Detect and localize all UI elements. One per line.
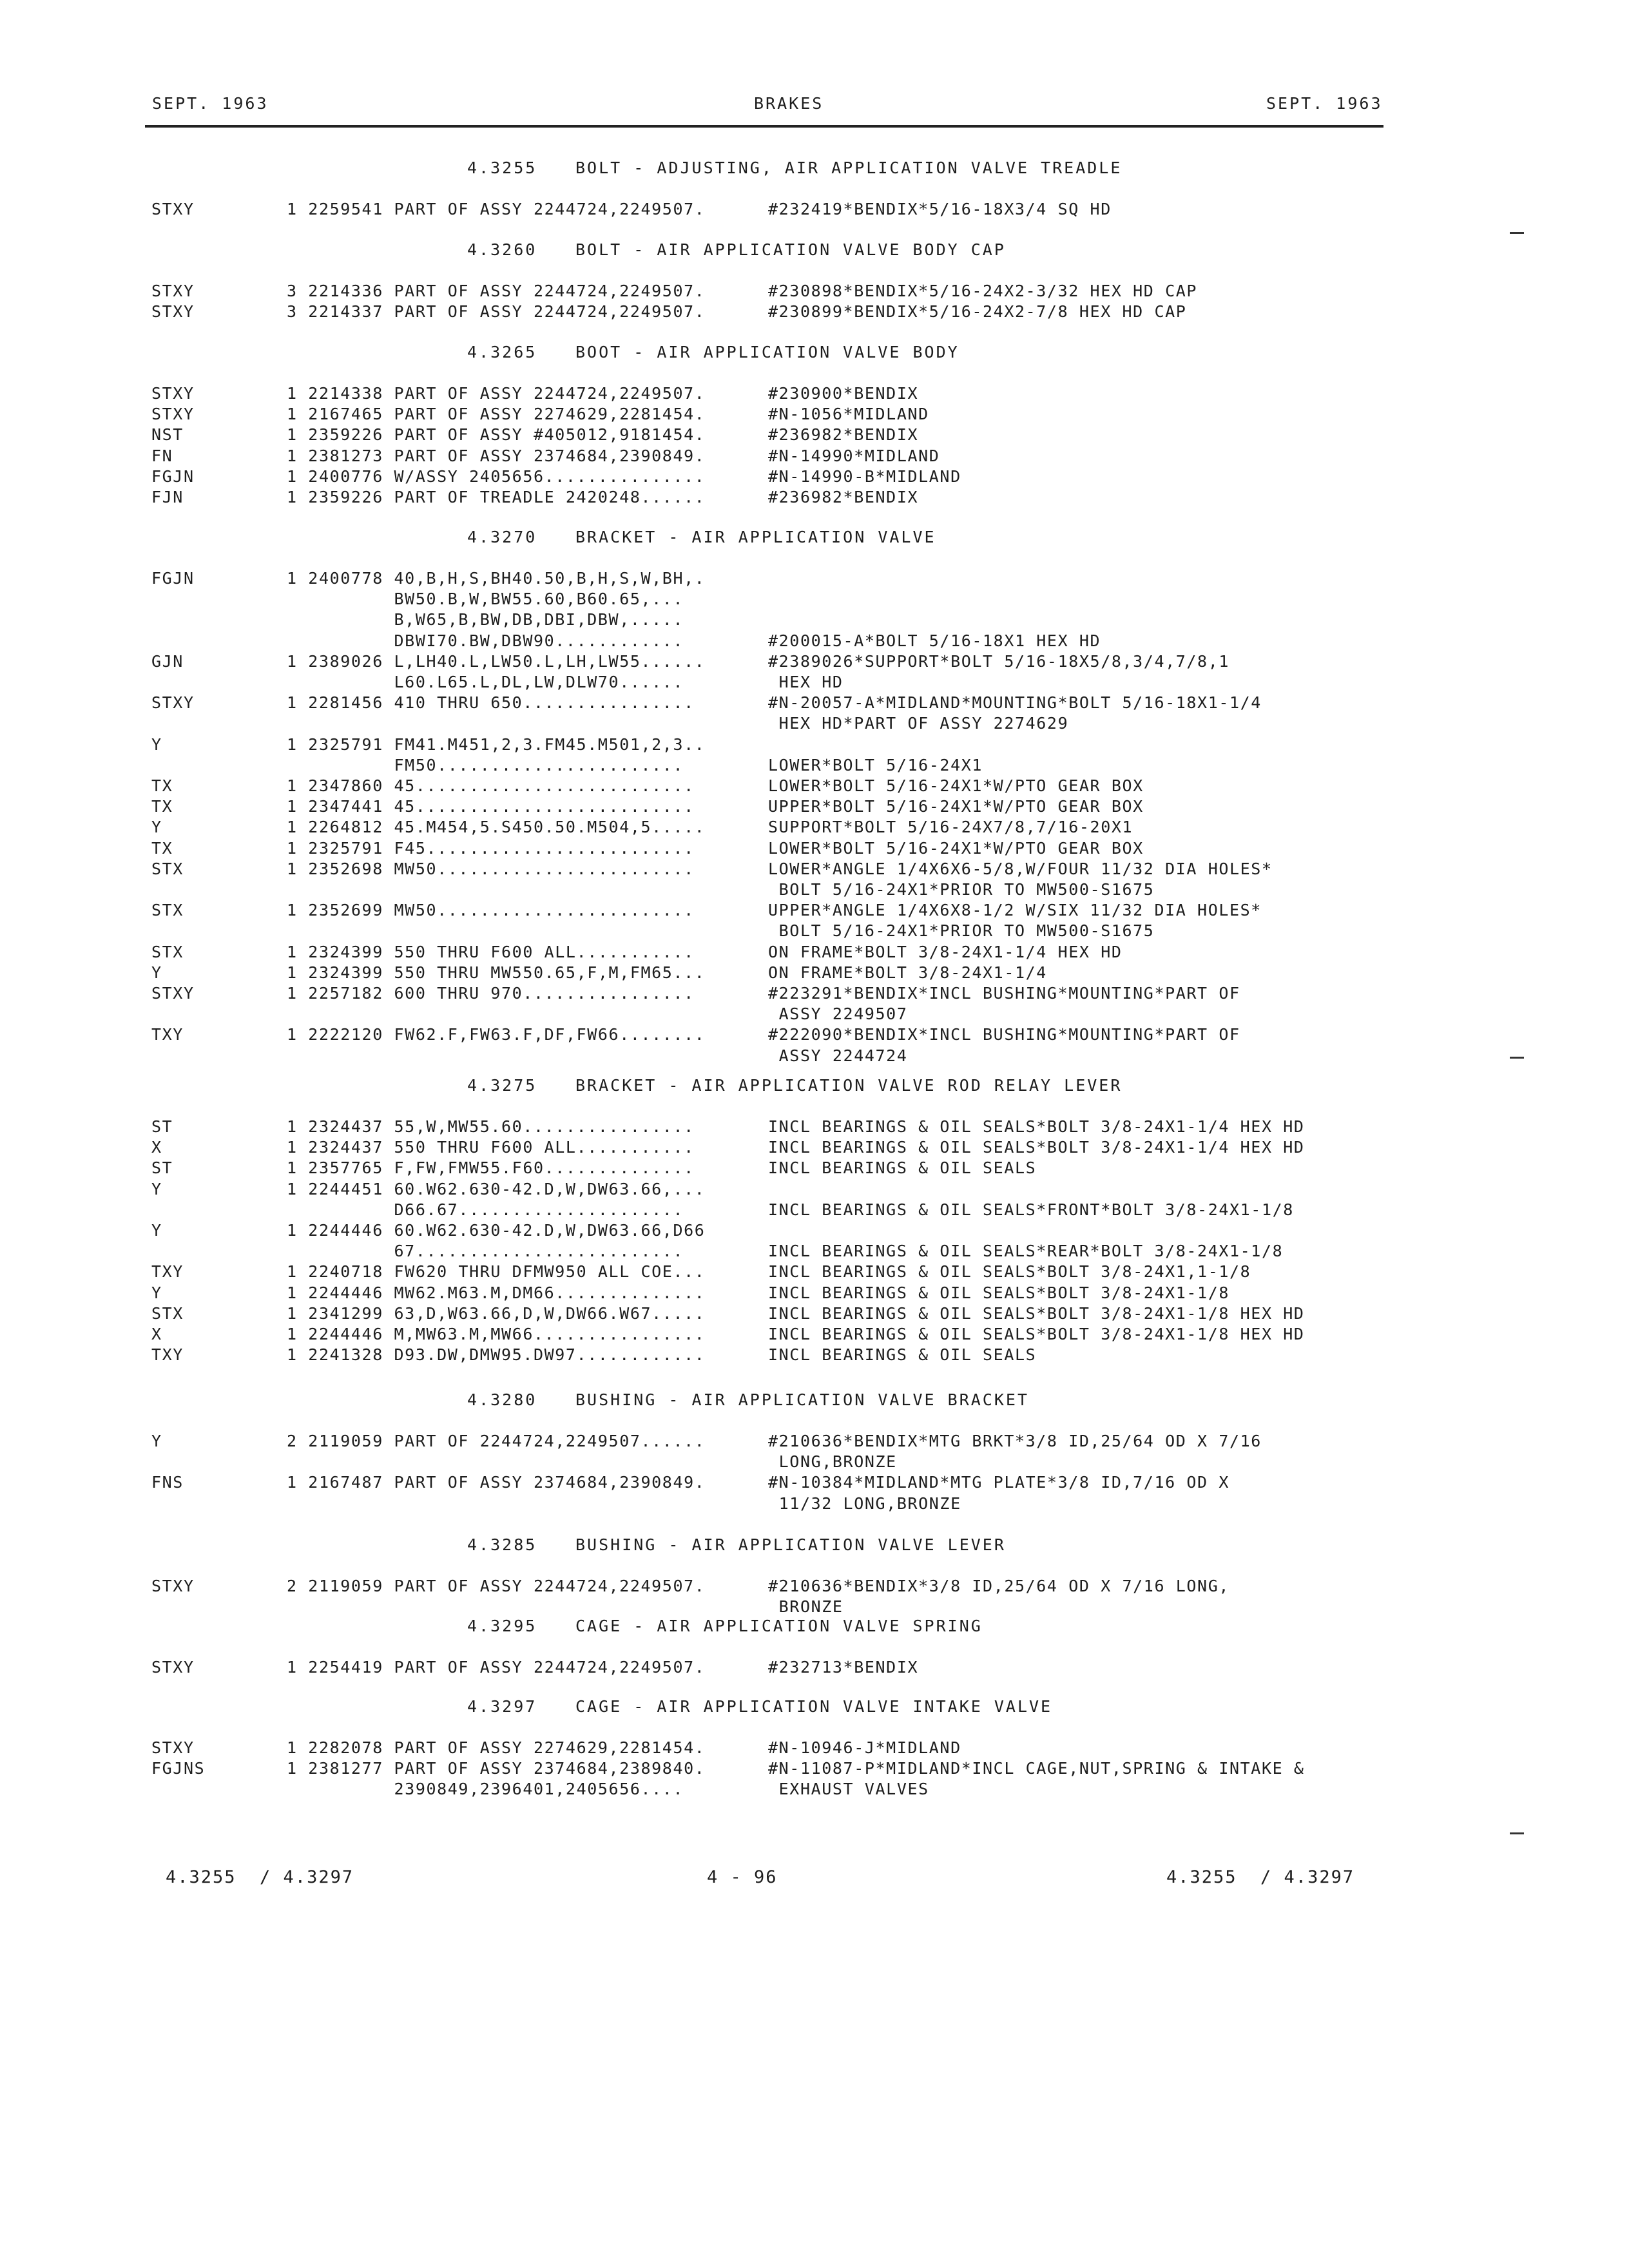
margin-mark — [1510, 1057, 1524, 1059]
model-code: Y — [151, 1180, 162, 1198]
model-code: STXY — [151, 384, 195, 403]
model-code: FNS — [151, 1473, 184, 1492]
section-heading — [467, 1076, 1122, 1095]
part-description: 1 2324437 550 THRU F600 ALL........... — [287, 1138, 695, 1157]
part-remark: SUPPORT*BOLT 5/16-24X7/8,7/16-20X1 — [768, 818, 1133, 836]
section-title: BUSHING - AIR APPLICATION VALVE BRACKET — [575, 1390, 1029, 1409]
model-code: STXY — [151, 693, 195, 712]
part-description: 1 2264812 45.M454,5.S450.50.M504,5..... — [287, 818, 706, 836]
model-code: TX — [151, 797, 173, 816]
part-description: 1 2167465 PART OF ASSY 2274629,2281454. — [287, 405, 706, 423]
part-description: 1 2381273 PART OF ASSY 2374684,2390849. — [287, 447, 706, 465]
section-number: 4.3275 — [467, 1076, 537, 1095]
part-remark: #236982*BENDIX — [768, 425, 919, 444]
section-title: BOOT - AIR APPLICATION VALVE BODY — [575, 343, 959, 361]
model-code: TX — [151, 839, 173, 858]
part-remark: #N-10384*MIDLAND*MTG PLATE*3/8 ID,7/16 OD X — [768, 1473, 1230, 1492]
model-code: X — [151, 1325, 162, 1343]
section-number: 4.3255 — [467, 159, 537, 177]
part-description: 1 2400778 40,B,H,S,BH40.50,B,H,S,W,BH,. — [287, 569, 706, 588]
model-code: STXY — [151, 302, 195, 321]
part-remark: #230898*BENDIX*5/16-24X2-3/32 HEX HD CAP — [768, 282, 1198, 300]
model-code: STX — [151, 860, 184, 878]
section-title: CAGE - AIR APPLICATION VALVE INTAKE VALVE — [575, 1697, 1053, 1716]
part-description: 1 2347860 45.......................... — [287, 776, 695, 795]
part-remark: #N-10946-J*MIDLAND — [768, 1738, 961, 1757]
section-title: BOLT - AIR APPLICATION VALVE BODY CAP — [575, 240, 1006, 259]
part-description: D66.67..................... — [287, 1200, 684, 1219]
model-code: STXY — [151, 200, 195, 218]
part-description: 1 2259541 PART OF ASSY 2244724,2249507. — [287, 200, 706, 218]
part-remark: INCL BEARINGS & OIL SEALS*BOLT 3/8-24X1-1/8 HEX HD — [768, 1325, 1305, 1343]
part-description: 1 2352698 MW50........................ — [287, 860, 695, 878]
header-date-left: SEPT. 1963 — [152, 94, 269, 113]
model-code: Y — [151, 1283, 162, 1302]
part-remark: #232713*BENDIX — [768, 1658, 919, 1677]
section-number: 4.3297 — [467, 1697, 537, 1716]
section-heading — [467, 1617, 983, 1635]
part-description: 1 2244446 MW62.M63.M,DM66.............. — [287, 1283, 706, 1302]
part-remark: BOLT 5/16-24X1*PRIOR TO MW500-S1675 — [768, 880, 1155, 899]
part-description: 1 2281456 410 THRU 650................ — [287, 693, 695, 712]
part-remark: #230900*BENDIX — [768, 384, 919, 403]
section-heading — [467, 1697, 1052, 1716]
part-remark: BRONZE — [768, 1597, 843, 1616]
model-code: FGJN — [151, 467, 195, 486]
section-title: BOLT - ADJUSTING, AIR APPLICATION VALVE TREADLE — [575, 159, 1123, 177]
part-remark: ON FRAME*BOLT 3/8-24X1-1/4 — [768, 963, 1047, 982]
part-description: 1 2282078 PART OF ASSY 2274629,2281454. — [287, 1738, 706, 1757]
part-remark: INCL BEARINGS & OIL SEALS*REAR*BOLT 3/8-24X1-1/8 — [768, 1242, 1284, 1260]
section-heading — [467, 528, 936, 546]
model-code: FGJNS — [151, 1759, 206, 1778]
part-description: BW50.B,W,BW55.60,B60.65,... — [287, 590, 684, 608]
part-remark: INCL BEARINGS & OIL SEALS*BOLT 3/8-24X1-1/8 HEX HD — [768, 1304, 1305, 1323]
part-remark: #210636*BENDIX*MTG BRKT*3/8 ID,25/64 OD X 7/16 — [768, 1432, 1262, 1450]
part-description: 1 2389026 L,LH40.L,LW50.L,LH,LW55...... — [287, 652, 706, 671]
part-remark: LONG,BRONZE — [768, 1452, 897, 1471]
part-description: 1 2222120 FW62.F,FW63.F,DF,FW66........ — [287, 1025, 706, 1044]
part-description: 1 2357765 F,FW,FMW55.F60.............. — [287, 1158, 695, 1177]
footer-page-number: 4 - 96 — [707, 1867, 778, 1887]
model-code: ST — [151, 1117, 173, 1136]
part-description: 1 2352699 MW50........................ — [287, 901, 695, 919]
model-code: Y — [151, 735, 162, 754]
model-code: NST — [151, 425, 184, 444]
part-remark: #N-20057-A*MIDLAND*MOUNTING*BOLT 5/16-18X1-1/4 — [768, 693, 1262, 712]
model-code: STXY — [151, 282, 195, 300]
footer-range-left: 4.3255 / 4.3297 — [166, 1867, 354, 1887]
model-code: Y — [151, 963, 162, 982]
part-remark: #2389026*SUPPORT*BOLT 5/16-18X5/8,3/4,7/8,1 — [768, 652, 1230, 671]
part-remark: #N-14990*MIDLAND — [768, 447, 940, 465]
section-title: BRACKET - AIR APPLICATION VALVE — [575, 528, 936, 546]
header-date-right: SEPT. 1963 — [1266, 94, 1383, 113]
part-remark: ASSY 2249507 — [768, 1004, 908, 1023]
section-title: CAGE - AIR APPLICATION VALVE SPRING — [575, 1617, 983, 1635]
part-description: DBWI70.BW,DBW90............ — [287, 631, 684, 650]
model-code: STX — [151, 943, 184, 961]
part-description: FM50....................... — [287, 756, 684, 774]
part-description: 1 2347441 45.......................... — [287, 797, 695, 816]
part-description: 1 2214338 PART OF ASSY 2244724,2249507. — [287, 384, 706, 403]
section-heading — [467, 343, 959, 361]
part-remark: HEX HD — [768, 673, 843, 691]
model-code: Y — [151, 1432, 162, 1450]
part-remark: INCL BEARINGS & OIL SEALS*BOLT 3/8-24X1,1-1/8 — [768, 1262, 1251, 1281]
model-code: X — [151, 1138, 162, 1157]
part-description: 3 2214336 PART OF ASSY 2244724,2249507. — [287, 282, 706, 300]
model-code: STX — [151, 1304, 184, 1323]
model-code: FN — [151, 447, 173, 465]
part-description: 67......................... — [287, 1242, 684, 1260]
model-code: STX — [151, 901, 184, 919]
part-remark: UPPER*ANGLE 1/4X6X8-1/2 W/SIX 11/32 DIA HOLES* — [768, 901, 1262, 919]
part-description: 1 2257182 600 THRU 970................ — [287, 984, 695, 1003]
model-code: STXY — [151, 1577, 195, 1595]
model-code: ST — [151, 1158, 173, 1177]
header-title: BRAKES — [754, 94, 824, 113]
model-code: TXY — [151, 1025, 184, 1044]
section-number: 4.3265 — [467, 343, 537, 361]
margin-mark — [1510, 1832, 1524, 1834]
model-code: FJN — [151, 488, 184, 506]
part-description: 1 2324437 55,W,MW55.60................ — [287, 1117, 695, 1136]
part-description: 1 2341299 63,D,W63.66,D,W,DW66.W67..... — [287, 1304, 706, 1323]
section-title: BRACKET - AIR APPLICATION VALVE ROD RELAY LEVER — [575, 1076, 1123, 1095]
part-remark: #210636*BENDIX*3/8 ID,25/64 OD X 7/16 LONG, — [768, 1577, 1230, 1595]
part-remark: INCL BEARINGS & OIL SEALS*BOLT 3/8-24X1-1/8 — [768, 1283, 1230, 1302]
part-description: 2 2119059 PART OF 2244724,2249507...... — [287, 1432, 706, 1450]
model-code: GJN — [151, 652, 184, 671]
model-code: STXY — [151, 1738, 195, 1757]
part-description: 1 2325791 F45......................... — [287, 839, 695, 858]
section-heading — [467, 240, 1006, 259]
section-number: 4.3260 — [467, 240, 537, 259]
model-code: STXY — [151, 405, 195, 423]
footer-range-right: 4.3255 / 4.3297 — [1166, 1867, 1355, 1887]
part-remark: #223291*BENDIX*INCL BUSHING*MOUNTING*PART OF — [768, 984, 1240, 1003]
part-description: 1 2240718 FW620 THRU DFMW950 ALL COE... — [287, 1262, 706, 1281]
part-description: 1 2244451 60.W62.630-42.D,W,DW63.66,... — [287, 1180, 706, 1198]
part-remark: ON FRAME*BOLT 3/8-24X1-1/4 HEX HD — [768, 943, 1123, 961]
section-title: BUSHING - AIR APPLICATION VALVE LEVER — [575, 1535, 1006, 1554]
model-code: TXY — [151, 1345, 184, 1364]
part-remark: INCL BEARINGS & OIL SEALS*BOLT 3/8-24X1-1/4 HEX HD — [768, 1117, 1305, 1136]
header-rule — [145, 125, 1383, 128]
part-description: 1 2324399 550 THRU MW550.65,F,M,FM65... — [287, 963, 706, 982]
part-description: 1 2167487 PART OF ASSY 2374684,2390849. — [287, 1473, 706, 1492]
part-remark: INCL BEARINGS & OIL SEALS — [768, 1345, 1037, 1364]
part-remark: #N-11087-P*MIDLAND*INCL CAGE,NUT,SPRING & INTAKE & — [768, 1759, 1305, 1778]
model-code: STXY — [151, 1658, 195, 1677]
part-remark: LOWER*BOLT 5/16-24X1*W/PTO GEAR BOX — [768, 776, 1144, 795]
section-number: 4.3285 — [467, 1535, 537, 1554]
section-heading — [467, 159, 1122, 177]
part-description: 1 2324399 550 THRU F600 ALL........... — [287, 943, 695, 961]
model-code: STXY — [151, 984, 195, 1003]
part-remark: #236982*BENDIX — [768, 488, 919, 506]
part-remark: #N-14990-B*MIDLAND — [768, 467, 961, 486]
part-remark: #222090*BENDIX*INCL BUSHING*MOUNTING*PART OF — [768, 1025, 1240, 1044]
part-description: 1 2359226 PART OF TREADLE 2420248...... — [287, 488, 706, 506]
part-remark: 11/32 LONG,BRONZE — [768, 1494, 961, 1513]
part-description: 1 2241328 D93.DW,DMW95.DW97............ — [287, 1345, 706, 1364]
part-remark: LOWER*BOLT 5/16-24X1 — [768, 756, 983, 774]
part-description: L60.L65.L,DL,LW,DLW70...... — [287, 673, 684, 691]
part-description: 1 2381277 PART OF ASSY 2374684,2389840. — [287, 1759, 706, 1778]
part-description: 1 2325791 FM41.M451,2,3.FM45.M501,2,3.. — [287, 735, 706, 754]
part-description: 1 2244446 60.W62.630-42.D,W,DW63.66,D66 — [287, 1221, 706, 1240]
part-remark: #200015-A*BOLT 5/16-18X1 HEX HD — [768, 631, 1101, 650]
part-description: 1 2400776 W/ASSY 2405656............... — [287, 467, 706, 486]
part-description: 1 2359226 PART OF ASSY #405012,9181454. — [287, 425, 706, 444]
section-heading — [467, 1390, 1029, 1409]
part-description: 1 2254419 PART OF ASSY 2244724,2249507. — [287, 1658, 706, 1677]
part-remark: #230899*BENDIX*5/16-24X2-7/8 HEX HD CAP — [768, 302, 1187, 321]
part-remark: #N-1056*MIDLAND — [768, 405, 929, 423]
model-code: TXY — [151, 1262, 184, 1281]
part-description: 3 2214337 PART OF ASSY 2244724,2249507. — [287, 302, 706, 321]
part-description: 2390849,2396401,2405656.... — [287, 1780, 684, 1798]
part-remark: LOWER*BOLT 5/16-24X1*W/PTO GEAR BOX — [768, 839, 1144, 858]
model-code: Y — [151, 818, 162, 836]
part-remark: #232419*BENDIX*5/16-18X3/4 SQ HD — [768, 200, 1112, 218]
part-remark: LOWER*ANGLE 1/4X6X6-5/8,W/FOUR 11/32 DIA HOLES* — [768, 860, 1273, 878]
part-description: B,W65,B,BW,DB,DBI,DBW,..... — [287, 610, 684, 629]
part-remark: EXHAUST VALVES — [768, 1780, 929, 1798]
part-remark: UPPER*BOLT 5/16-24X1*W/PTO GEAR BOX — [768, 797, 1144, 816]
part-description: 2 2119059 PART OF ASSY 2244724,2249507. — [287, 1577, 706, 1595]
part-remark: HEX HD*PART OF ASSY 2274629 — [768, 714, 1069, 733]
section-number: 4.3270 — [467, 528, 537, 546]
part-remark: BOLT 5/16-24X1*PRIOR TO MW500-S1675 — [768, 921, 1155, 940]
section-heading — [467, 1535, 1006, 1554]
part-remark: INCL BEARINGS & OIL SEALS*FRONT*BOLT 3/8-24X1-1/8 — [768, 1200, 1294, 1219]
part-remark: INCL BEARINGS & OIL SEALS — [768, 1158, 1037, 1177]
part-remark: INCL BEARINGS & OIL SEALS*BOLT 3/8-24X1-1/4 HEX HD — [768, 1138, 1305, 1157]
model-code: FGJN — [151, 569, 195, 588]
model-code: TX — [151, 776, 173, 795]
section-number: 4.3280 — [467, 1390, 537, 1409]
section-number: 4.3295 — [467, 1617, 537, 1635]
part-remark: ASSY 2244724 — [768, 1046, 908, 1065]
model-code: Y — [151, 1221, 162, 1240]
part-description: 1 2244446 M,MW63.M,MW66................ — [287, 1325, 706, 1343]
margin-mark — [1510, 232, 1524, 234]
